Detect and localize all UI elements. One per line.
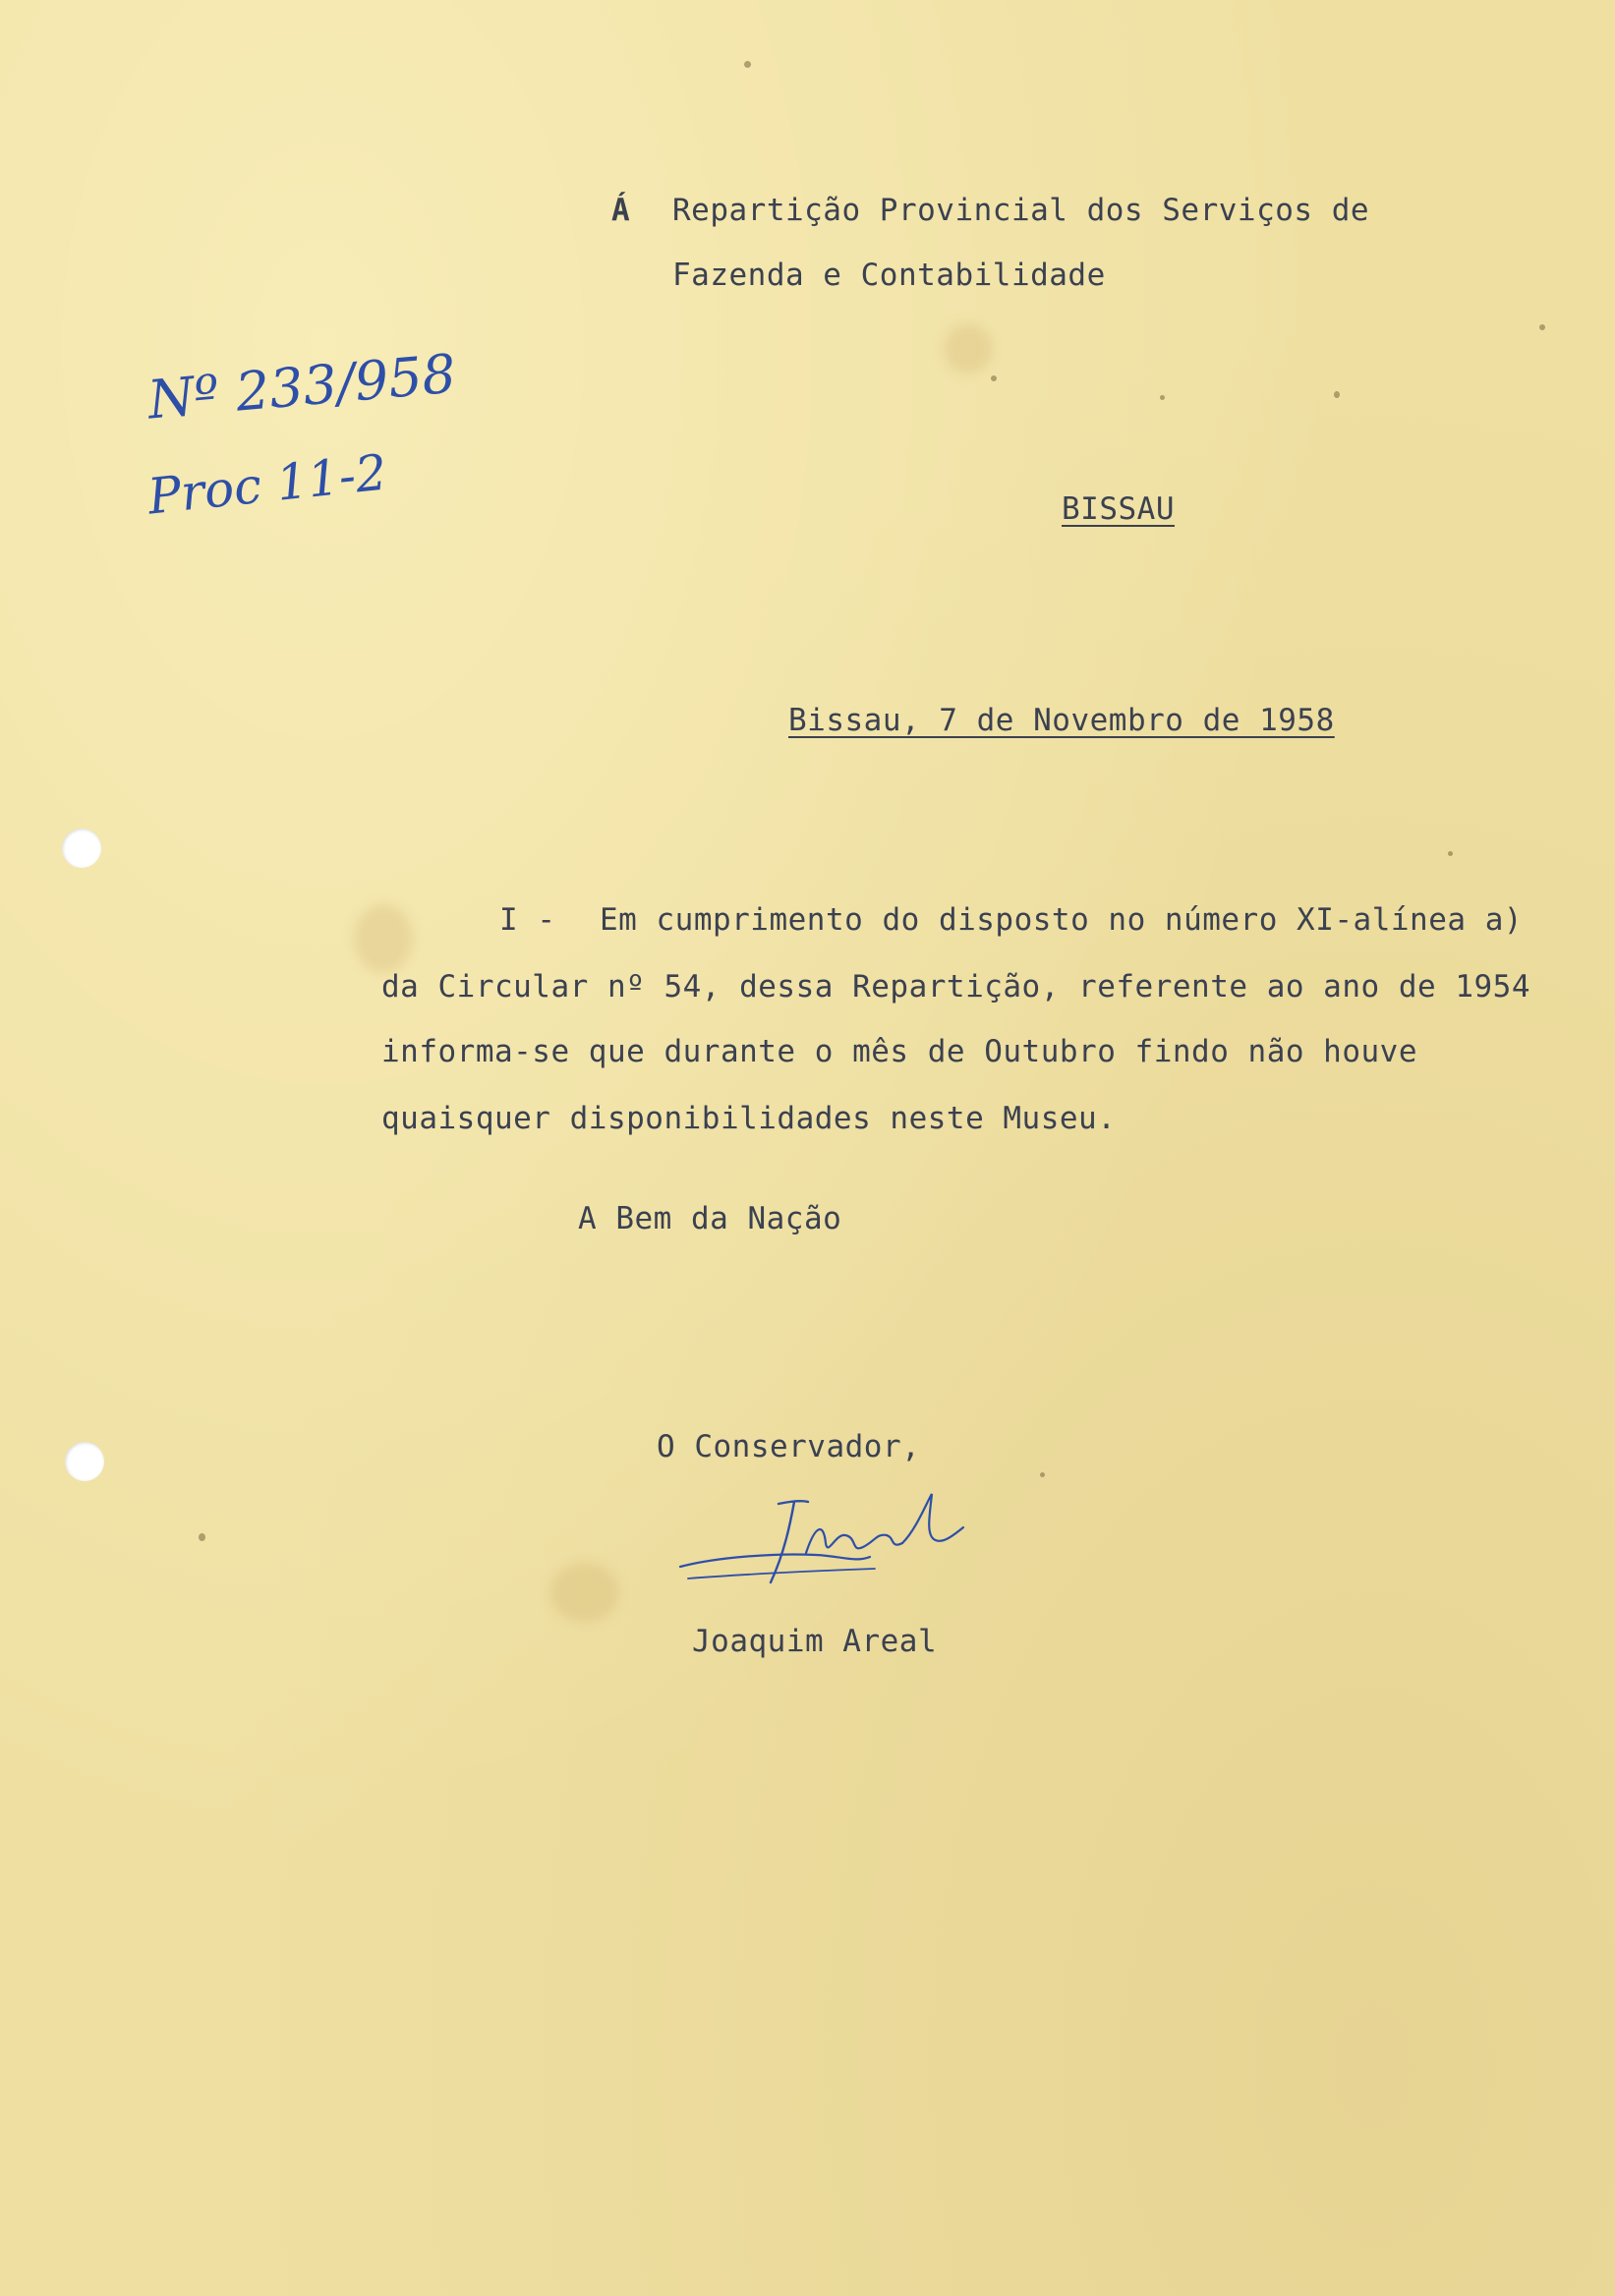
punch-hole xyxy=(62,829,101,868)
punch-hole xyxy=(65,1442,104,1481)
paper-spot xyxy=(199,1533,205,1541)
paper-spot xyxy=(1539,324,1545,330)
body-line-3: informa-se que durante o mês de Outubro findo não houve xyxy=(381,1034,1417,1069)
body-line-1: Em cumprimento do disposto no número XI-alínea a) xyxy=(600,902,1524,938)
paper-stain xyxy=(944,324,993,373)
closing-salutation: A Bem da Nação xyxy=(578,1201,842,1236)
destination: BISSAU xyxy=(1062,491,1175,527)
paper-spot xyxy=(1334,391,1340,398)
handwritten-signature xyxy=(668,1484,1003,1602)
paper-stain xyxy=(550,1563,619,1622)
paper-spot xyxy=(991,375,997,381)
paper-stain xyxy=(354,904,413,973)
date-line: Bissau, 7 de Novembro de 1958 xyxy=(788,703,1335,738)
paper-spot xyxy=(1448,851,1453,856)
item-marker: I - xyxy=(499,902,556,938)
paper-spot xyxy=(744,61,751,68)
handwritten-process-note: Proc 11-2 xyxy=(144,443,390,526)
paper-spot xyxy=(1160,395,1165,400)
recipient-line-2: Fazenda e Contabilidade xyxy=(672,258,1106,293)
recipient-prefix: Á xyxy=(611,193,631,228)
recipient-line-1: Repartição Provincial dos Serviços de xyxy=(672,193,1370,228)
paper-spot xyxy=(1040,1472,1045,1477)
handwritten-reference-number: Nº 233/958 xyxy=(144,342,459,431)
body-line-4: quaisquer disponibilidades neste Museu. xyxy=(381,1101,1117,1136)
signatory-title: O Conservador, xyxy=(657,1429,921,1464)
body-line-2: da Circular nº 54, dessa Repartição, referente ao ano de 1954 xyxy=(381,969,1530,1004)
signatory-name: Joaquim Areal xyxy=(692,1624,938,1659)
